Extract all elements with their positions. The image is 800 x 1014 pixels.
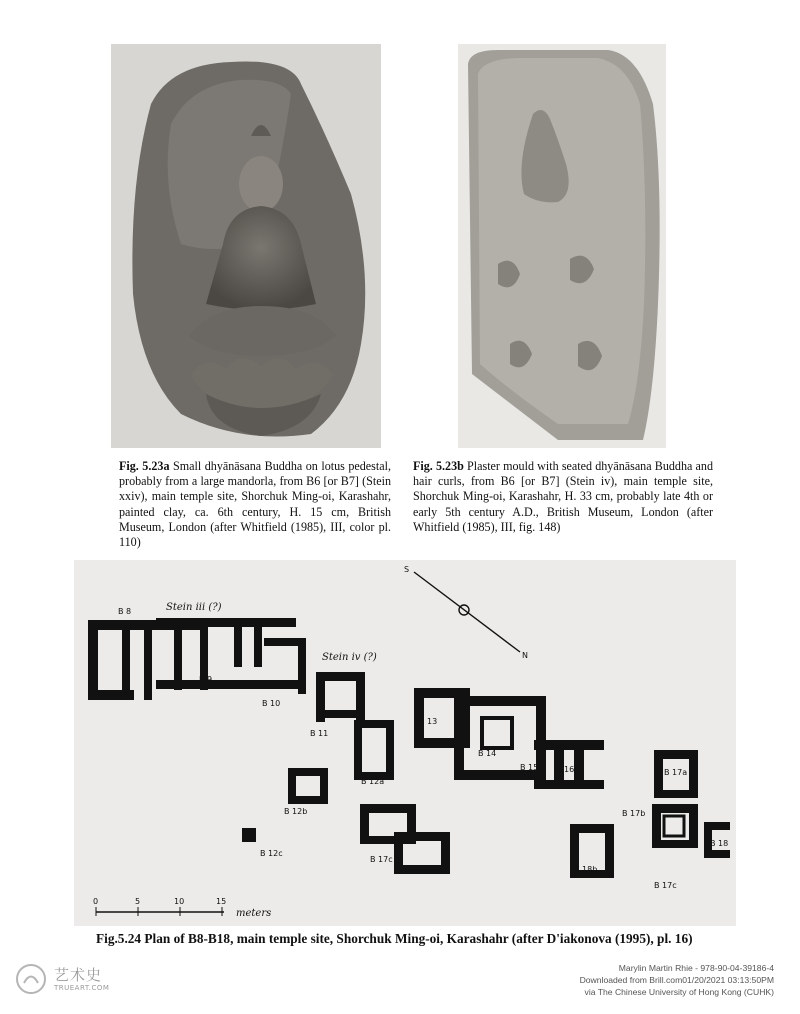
label-stein-iv: Stein iv (?) (322, 652, 377, 663)
label-b16a: B 16a (556, 765, 580, 774)
scale-tick-10: 10 (174, 897, 185, 906)
label-b9: B 9 (199, 675, 213, 684)
label-b17a: B 17a (664, 768, 688, 777)
scale-tick-15: 15 (216, 897, 227, 906)
figure-5-24-plan (74, 560, 736, 926)
temple-site-plan-drawing (74, 560, 736, 926)
figure-5-24-caption: Fig.5.24 Plan of B8-B18, main temple site, Shorchuk Ming-oi, Karashahr (after D'iakonova (1995), pl. 16) (96, 931, 693, 946)
label-b15: B 15 (520, 763, 539, 772)
label-b18: B 18 (710, 839, 729, 848)
footer-line-1: Marylin Martin Rhie - 978-90-04-39186-4 (618, 963, 774, 973)
footer-line-3: via The Chinese University of Hong Kong (CUHK) (584, 987, 774, 997)
download-footer (394, 962, 774, 998)
label-b8: B 8 (118, 607, 132, 616)
figure-5-23a-caption-text: Small dhyānāsana Buddha on lotus pedestal, probably from a large mandorla, from B6 [or B7] (Stein xxiv), main temple site, Shorchuk Ming-oi, Karashahr, painted clay, ca. 6th century, H. 15 cm, British Museum, London (after Whitfield (1985), III, color pl. 110) (119, 459, 391, 550)
figure-5-23a-caption (119, 459, 391, 550)
scale-unit: meters (236, 908, 272, 919)
buddha-statue-image (111, 44, 381, 448)
scale-tick-0: 0 (93, 897, 99, 906)
south-label: S (404, 565, 410, 574)
watermark-subtitle: TRUEART.COM (54, 984, 110, 992)
figure-5-23a-photo (111, 44, 381, 448)
plaster-mould-image (458, 44, 666, 448)
label-b12b: B 12b (284, 807, 308, 816)
figure-5-23b-caption-text: Plaster mould with seated dhyānāsana Buddha and hair curls, from B6 [or B7] (Stein iv), main temple site, Shorchuk Ming-oi, Karashahr, H. 33 cm, probably late 4th or early 5th century A.D., British Museum, London (after Whitfield (1985), III, fig. 148) (413, 459, 713, 534)
north-label: N (522, 651, 528, 660)
figure-5-23a-label: Fig. 5.23a (119, 459, 170, 473)
watermark-title: 艺术史 (54, 966, 103, 984)
label-b12a: B 12a (361, 777, 385, 786)
label-b17c-right: B 17c (654, 881, 677, 890)
label-b10: B 10 (262, 699, 281, 708)
label-b12c: B 12c (260, 849, 283, 858)
scale-tick-5: 5 (135, 897, 141, 906)
figure-5-23b-label: Fig. 5.23b (413, 459, 464, 473)
label-b13: B 13 (419, 717, 438, 726)
label-b17b: B 17b (622, 809, 646, 818)
site-watermark (14, 962, 154, 1002)
watermark-logo-icon (14, 962, 48, 996)
label-b11: B 11 (310, 729, 329, 738)
label-b14: B 14 (478, 749, 497, 758)
label-b18b: B 18b (574, 865, 598, 874)
figure-5-23b-photo (458, 44, 666, 448)
footer-line-2: Downloaded from Brill.com01/20/2021 03:13:50PM (579, 975, 774, 985)
label-stein-iii: Stein iii (?) (166, 602, 222, 613)
figure-5-23b-caption (413, 459, 713, 535)
label-b17c-left: B 17c (370, 855, 393, 864)
